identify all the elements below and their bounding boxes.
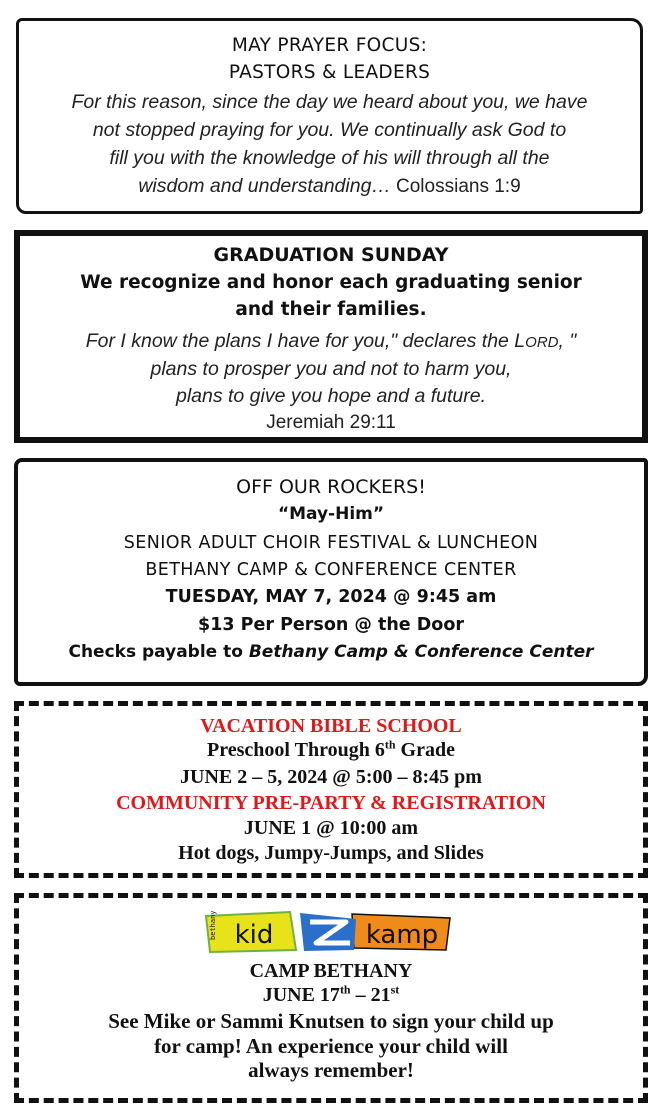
kidkamp-logo bbox=[204, 910, 454, 954]
logo-small-text: bethany bbox=[209, 910, 217, 940]
graduation-reference: Jeremiah 29:11 bbox=[266, 412, 396, 433]
prayer-verse-line-4 bbox=[19, 175, 640, 198]
rockers-box bbox=[14, 458, 648, 686]
vbs-party-title: COMMUNITY PRE-PARTY & REGISTRATION bbox=[116, 792, 546, 814]
logo-word-kamp: kamp bbox=[365, 920, 439, 950]
graduation-verse-part-b: , " bbox=[558, 330, 577, 352]
vbs-activities: Hot dogs, Jumpy-Jumps, and Slides bbox=[178, 842, 484, 864]
vbs-box bbox=[14, 701, 648, 878]
camp-line-3: always remember! bbox=[248, 1058, 414, 1082]
rockers-checks-payee: Bethany Camp & Conference Center bbox=[248, 642, 594, 662]
rockers-price: $13 Per Person @ the Door bbox=[198, 615, 464, 635]
camp-line-1: See Mike or Sammi Knutsen to sign your child up bbox=[108, 1009, 554, 1033]
camp-title: CAMP BETHANY bbox=[249, 960, 413, 982]
rockers-event: SENIOR ADULT CHOIR FESTIVAL & LUNCHEON bbox=[123, 533, 539, 553]
vbs-title: VACATION BIBLE SCHOOL bbox=[200, 715, 462, 737]
graduation-verse-line-2: plans to prosper you and not to harm you, bbox=[150, 358, 512, 380]
camp-line-2: for camp! An experience your child will bbox=[154, 1034, 508, 1058]
rockers-venue: BETHANY CAMP & CONFERENCE CENTER bbox=[145, 560, 517, 580]
logo-word-kid: kid bbox=[234, 920, 274, 950]
prayer-reference: Colossians 1:9 bbox=[396, 176, 521, 197]
vbs-grades-text: Preschool Through 6 bbox=[207, 739, 385, 761]
vbs-grades-suffix: Grade bbox=[395, 739, 455, 761]
prayer-title-line-1: MAY PRAYER FOCUS: bbox=[231, 35, 428, 56]
vbs-party-date: JUNE 1 @ 10:00 am bbox=[243, 817, 419, 839]
prayer-focus-box bbox=[16, 18, 643, 214]
graduation-verse-lord: ORD bbox=[525, 334, 559, 351]
prayer-title-line-2: PASTORS & LEADERS bbox=[228, 62, 431, 83]
rockers-checks-prefix: Checks payable to bbox=[68, 642, 249, 662]
vbs-grades-sup: th bbox=[384, 737, 396, 752]
rockers-theme: “May-Him” bbox=[277, 504, 385, 524]
camp-dates-sup-2: st bbox=[390, 982, 400, 997]
camp-dates-end: – 21 bbox=[350, 984, 391, 1006]
camp-dates bbox=[19, 984, 643, 1007]
graduation-verse-line-3: plans to give you hope and a future. bbox=[175, 385, 487, 407]
vbs-grades bbox=[19, 739, 643, 762]
graduation-box bbox=[14, 230, 648, 443]
vbs-dates: JUNE 2 – 5, 2024 @ 5:00 – 8:45 pm bbox=[180, 766, 482, 788]
prayer-verse-line-3: fill you with the knowledge of his will through all the bbox=[109, 147, 550, 169]
prayer-verse-line-2: not stopped praying for you. We continually ask God to bbox=[92, 119, 567, 141]
prayer-verse-text: wisdom and understanding… bbox=[138, 175, 391, 197]
prayer-verse-line-1: For this reason, since the day we heard about you, we have bbox=[71, 91, 588, 113]
graduation-verse-part-a: For I know the plans I have for you," declares the L bbox=[85, 330, 526, 352]
camp-dates-start: JUNE 17 bbox=[262, 984, 340, 1006]
camp-dates-sup-1: th bbox=[339, 982, 351, 997]
graduation-intro-line-2: and their families. bbox=[235, 299, 427, 320]
graduation-verse-line-1 bbox=[20, 330, 642, 353]
graduation-title: GRADUATION SUNDAY bbox=[213, 244, 449, 266]
rockers-checks-line bbox=[18, 642, 644, 662]
rockers-title: OFF OUR ROCKERS! bbox=[236, 476, 426, 498]
graduation-intro-line-1: We recognize and honor each graduating senior bbox=[80, 272, 582, 293]
rockers-date: TUESDAY, MAY 7, 2024 @ 9:45 am bbox=[165, 587, 497, 607]
camp-box bbox=[14, 893, 648, 1103]
